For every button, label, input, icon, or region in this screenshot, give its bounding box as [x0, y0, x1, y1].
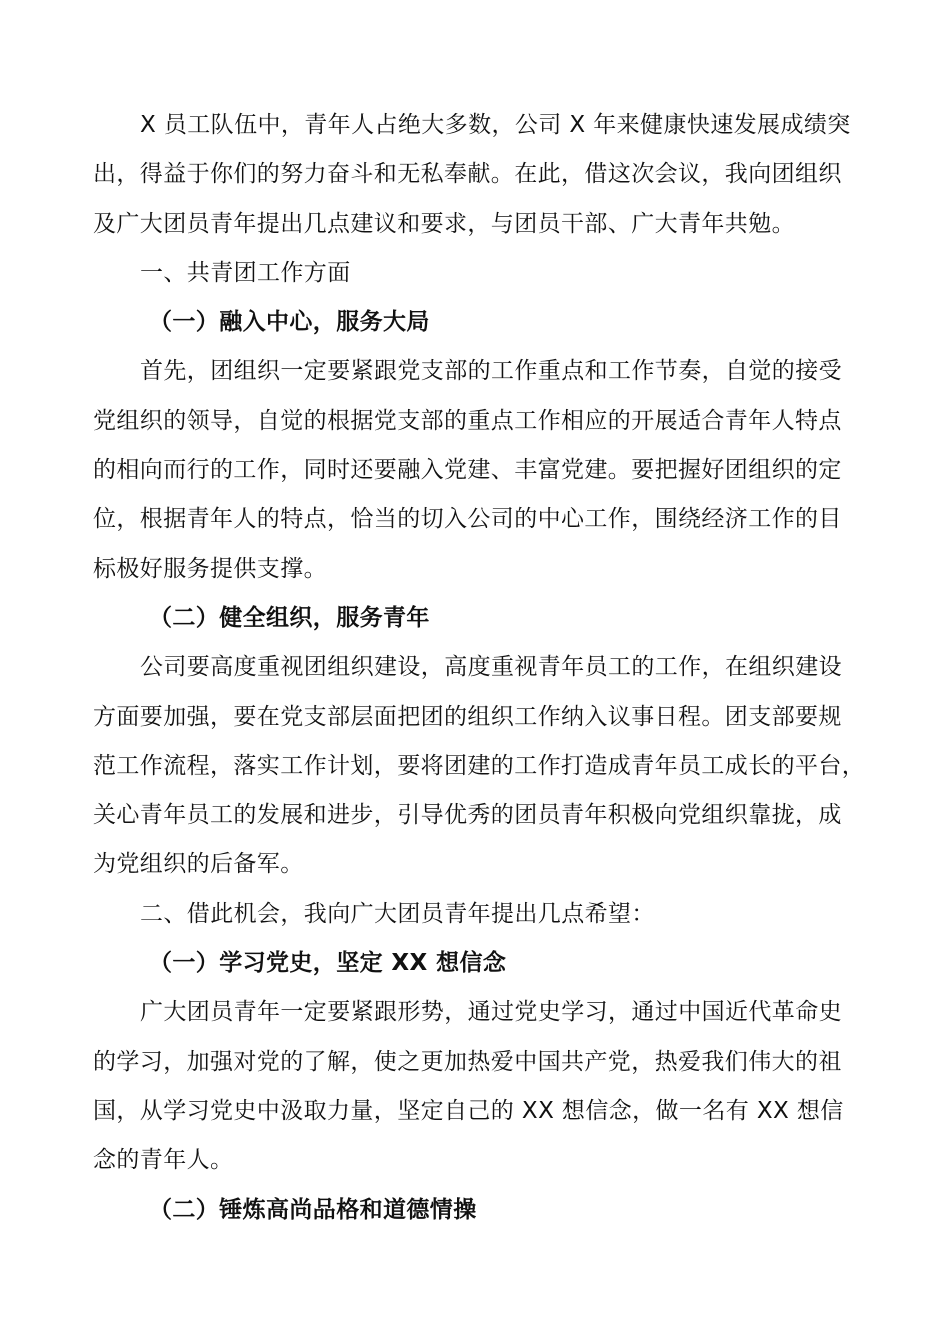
paragraph-line: 出，得益于你们的努力奋斗和无私奉献。在此，借这次会议，我向团组织 [93, 161, 842, 188]
paragraph-line: 方面要加强，要在党支部层面把团的组织工作纳入议事日程。团支部要规 [93, 703, 842, 730]
paragraph-line: 首先，团组织一定要紧跟党支部的工作重点和工作节奏，自觉的接受 [140, 358, 842, 385]
subsection-heading: （一）学习党史，坚定 XX 想信念 [149, 950, 507, 977]
paragraph-line: X 员工队伍中，青年人占绝大多数，公司 X 年来健康快速发展成绩突 [140, 112, 851, 138]
paragraph-line: 及广大团员青年提出几点建议和要求，与团员干部、广大青年共勉。 [93, 210, 795, 237]
paragraph-line: 关心青年员工的发展和进步，引导优秀的团员青年积极向党组织靠拢，成 [93, 802, 842, 829]
section-title: 一、共青团工作方面 [140, 259, 351, 286]
paragraph-line: 位，根据青年人的特点，恰当的切入公司的中心工作，围绕经济工作的目 [93, 506, 842, 533]
paragraph-line: 标极好服务提供支撑。 [93, 555, 327, 582]
subsection-heading: （二）锤炼高尚品格和道德情操 [149, 1196, 477, 1223]
paragraph-line: 广大团员青年一定要紧跟形势，通过党史学习，通过中国近代革命史 [140, 999, 842, 1026]
section-title: 二、借此机会，我向广大团员青年提出几点希望： [140, 900, 655, 927]
paragraph-line: 念的青年人。 [93, 1147, 234, 1174]
paragraph-line: 范工作流程，落实工作计划，要将团建的工作打造成青年员工成长的平台， [93, 752, 866, 779]
paragraph-line: 的相向而行的工作，同时还要融入党建、丰富党建。要把握好团组织的定 [93, 457, 842, 484]
paragraph-line: 为党组织的后备军。 [93, 851, 304, 878]
paragraph-line: 党组织的领导，自觉的根据党支部的重点工作相应的开展适合青年人特点 [93, 407, 842, 434]
paragraph-line: 公司要高度重视团组织建设，高度重视青年员工的工作，在组织建设 [140, 654, 842, 681]
paragraph-line: 的学习，加强对党的了解，使之更加热爱中国共产党，热爱我们伟大的祖 [93, 1048, 842, 1075]
document-body [93, 101, 868, 1235]
subsection-heading: （一）融入中心，服务大局 [149, 309, 430, 336]
paragraph-line: 国，从学习党史中汲取力量，坚定自己的 XX 想信念，做一名有 XX 想信 [93, 1097, 844, 1124]
subsection-heading: （二）健全组织，服务青年 [149, 604, 430, 631]
